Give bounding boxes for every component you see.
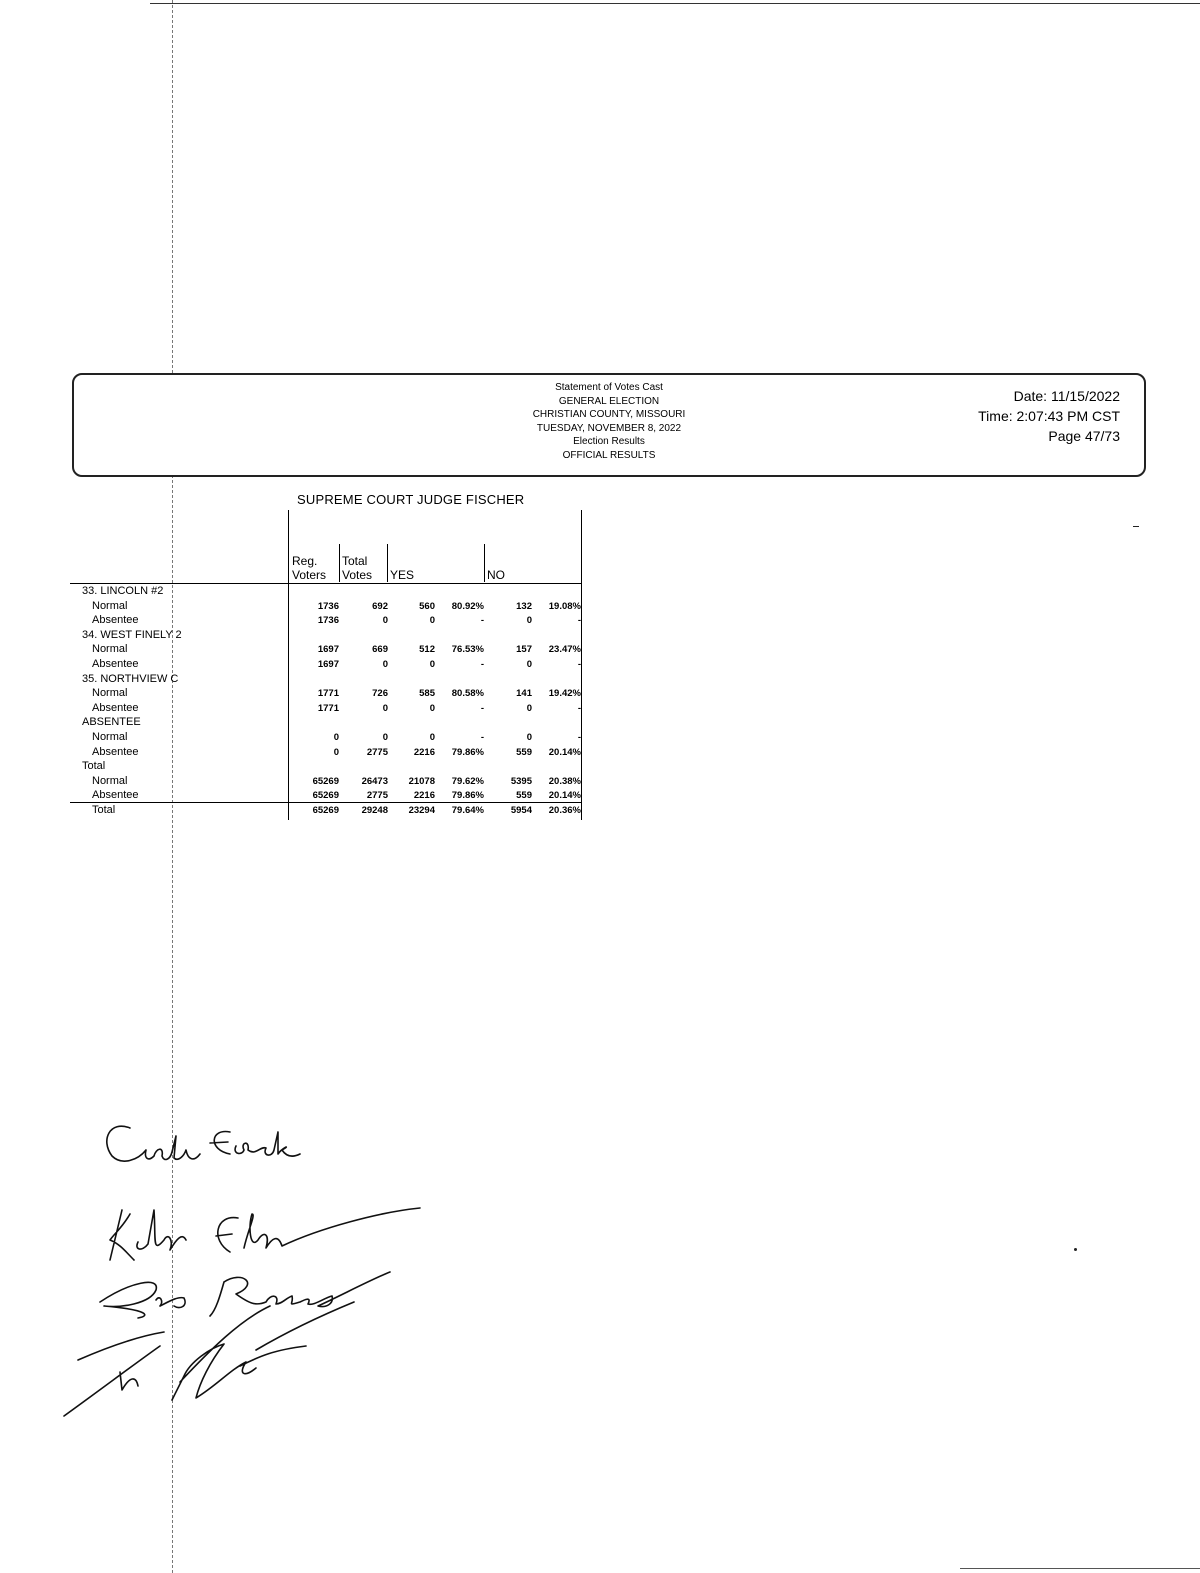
total-votes-cell: 0 bbox=[382, 615, 388, 627]
yes-votes-cell: 0 bbox=[429, 732, 435, 743]
group-row bbox=[70, 673, 582, 688]
yes-percent-cell: 79.86% bbox=[451, 746, 484, 758]
page-number: Page 47/73 bbox=[1048, 428, 1120, 444]
column-divider bbox=[387, 544, 388, 582]
no-votes-cell: 0 bbox=[526, 732, 532, 743]
total-votes-cell: 669 bbox=[372, 644, 388, 656]
reg-voters-cell: 1697 bbox=[317, 644, 339, 656]
header-rule bbox=[70, 583, 582, 584]
reg-voters-cell: 65269 bbox=[312, 775, 339, 787]
yes-votes-cell: 585 bbox=[419, 688, 435, 700]
reg-voters-cell: 1736 bbox=[317, 600, 339, 612]
no-votes-cell: 132 bbox=[516, 600, 532, 612]
no-votes-cell: 559 bbox=[516, 790, 532, 802]
signature-2 bbox=[110, 1208, 420, 1260]
yes-percent-cell: 79.86% bbox=[451, 790, 484, 802]
row-label: Absentee bbox=[92, 701, 139, 714]
row-label: Normal bbox=[92, 599, 128, 612]
total-votes-cell: 2775 bbox=[366, 790, 388, 802]
yes-votes-cell: 2216 bbox=[413, 790, 435, 802]
row-label: Normal bbox=[92, 774, 128, 787]
group-row bbox=[70, 760, 582, 775]
signature-4 bbox=[64, 1302, 354, 1416]
no-votes-cell: 5954 bbox=[510, 805, 532, 816]
margin-mark bbox=[1133, 526, 1139, 527]
total-votes-cell: 0 bbox=[382, 732, 388, 743]
col-no: NO bbox=[487, 568, 505, 582]
row-label: ABSENTEE bbox=[82, 716, 141, 729]
yes-percent-cell: 76.53% bbox=[451, 644, 484, 656]
yes-votes-cell: 23294 bbox=[408, 805, 435, 816]
reg-voters-cell: 1697 bbox=[317, 659, 339, 670]
yes-percent-cell: - bbox=[480, 615, 484, 627]
reg-voters-cell: 1736 bbox=[317, 615, 339, 627]
group-row bbox=[70, 585, 582, 600]
race-title: SUPREME COURT JUDGE FISCHER bbox=[297, 492, 525, 507]
yes-votes-cell: 21078 bbox=[408, 775, 435, 787]
no-votes-cell: 0 bbox=[526, 659, 532, 670]
signature-1 bbox=[107, 1126, 300, 1161]
yes-votes-cell: 0 bbox=[429, 615, 435, 627]
no-percent-cell: 20.38% bbox=[548, 775, 581, 787]
row-label: Absentee bbox=[92, 614, 139, 627]
column-divider bbox=[484, 544, 485, 582]
row-label: Absentee bbox=[92, 658, 139, 670]
no-votes-cell: 141 bbox=[516, 688, 532, 700]
results-table bbox=[70, 510, 582, 822]
total-votes-cell: 0 bbox=[382, 702, 388, 714]
table-row bbox=[70, 775, 582, 790]
row-label: Normal bbox=[92, 643, 128, 656]
table-row bbox=[70, 702, 582, 717]
yes-percent-cell: - bbox=[480, 659, 484, 670]
no-votes-cell: 157 bbox=[516, 644, 532, 656]
yes-votes-cell: 0 bbox=[429, 659, 435, 670]
table-row bbox=[70, 600, 582, 615]
no-votes-cell: 0 bbox=[526, 702, 532, 714]
no-percent-cell: - bbox=[577, 732, 581, 743]
header-line: GENERAL ELECTION bbox=[558, 395, 660, 407]
no-percent-cell: 19.42% bbox=[548, 688, 581, 700]
row-label: Total bbox=[92, 804, 116, 816]
table-row bbox=[70, 804, 582, 819]
top-edge-line bbox=[150, 3, 1200, 4]
total-votes-cell: 2775 bbox=[366, 746, 388, 758]
header-line: Statement of Votes Cast bbox=[555, 382, 663, 393]
row-label: Total bbox=[82, 760, 106, 773]
yes-percent-cell: - bbox=[480, 702, 484, 714]
header-line: CHRISTIAN COUNTY, MISSOURI bbox=[532, 409, 686, 421]
no-percent-cell: 20.14% bbox=[548, 746, 581, 758]
report-time: Time: 2:07:43 PM CST bbox=[978, 408, 1120, 424]
header-line: OFFICIAL RESULTS bbox=[562, 449, 656, 461]
yes-percent-cell: 80.58% bbox=[451, 688, 484, 700]
yes-votes-cell: 2216 bbox=[413, 746, 435, 758]
reg-voters-cell: 65269 bbox=[312, 790, 339, 802]
report-meta bbox=[978, 386, 1120, 446]
no-percent-cell: - bbox=[577, 659, 581, 670]
no-votes-cell: 0 bbox=[526, 615, 532, 627]
no-votes-cell: 559 bbox=[516, 746, 532, 758]
table-row bbox=[70, 746, 582, 761]
row-label: Normal bbox=[92, 731, 128, 743]
yes-percent-cell: - bbox=[480, 732, 484, 743]
signature-3 bbox=[100, 1272, 390, 1318]
no-percent-cell: 20.14% bbox=[548, 790, 581, 802]
yes-percent-cell: 80.92% bbox=[451, 600, 484, 612]
total-votes-cell: 726 bbox=[372, 688, 388, 700]
row-label: 35. NORTHVIEW C bbox=[82, 672, 179, 685]
reg-voters-cell: 65269 bbox=[312, 805, 339, 816]
row-label: Absentee bbox=[92, 745, 139, 758]
col-reg-voters: Reg. Voters bbox=[292, 554, 327, 582]
yes-votes-cell: 560 bbox=[419, 600, 435, 612]
total-votes-cell: 692 bbox=[372, 600, 388, 612]
no-percent-cell: 20.36% bbox=[548, 805, 581, 816]
col-total-votes: Total Votes bbox=[342, 554, 373, 582]
table-row bbox=[70, 731, 582, 746]
column-divider bbox=[339, 544, 340, 582]
yes-percent-cell: 79.64% bbox=[451, 805, 484, 816]
yes-votes-cell: 0 bbox=[429, 702, 435, 714]
group-row bbox=[70, 629, 582, 644]
bottom-edge-line bbox=[960, 1568, 1200, 1569]
table-row bbox=[70, 687, 582, 702]
no-votes-cell: 5395 bbox=[510, 775, 532, 787]
row-label: 33. LINCOLN #2 bbox=[82, 585, 164, 597]
no-percent-cell: 19.08% bbox=[548, 600, 581, 612]
table-row bbox=[70, 789, 582, 804]
table-row bbox=[70, 614, 582, 629]
reg-voters-cell: 1771 bbox=[317, 702, 339, 714]
row-label: 34. WEST FINELY 2 bbox=[82, 628, 182, 641]
yes-percent-cell: 79.62% bbox=[451, 775, 484, 787]
stray-mark bbox=[1074, 1248, 1077, 1251]
total-votes-cell: 29248 bbox=[361, 805, 388, 816]
signatures bbox=[60, 1110, 440, 1430]
group-row bbox=[70, 716, 582, 731]
row-label: Normal bbox=[92, 687, 128, 700]
table-row bbox=[70, 658, 582, 673]
header-line: TUESDAY, NOVEMBER 8, 2022 bbox=[536, 422, 682, 434]
col-yes: YES bbox=[390, 568, 415, 582]
total-votes-cell: 0 bbox=[382, 659, 388, 670]
report-date: Date: 11/15/2022 bbox=[1013, 388, 1120, 404]
no-percent-cell: 23.47% bbox=[548, 644, 581, 656]
reg-voters-cell: 0 bbox=[333, 732, 339, 743]
report-header bbox=[72, 373, 1146, 477]
header-line: Election Results bbox=[573, 436, 645, 448]
total-votes-cell: 26473 bbox=[361, 775, 388, 787]
table-row bbox=[70, 643, 582, 658]
no-percent-cell: - bbox=[577, 615, 581, 627]
no-percent-cell: - bbox=[577, 702, 581, 714]
reg-voters-cell: 1771 bbox=[317, 688, 339, 700]
row-label: Absentee bbox=[92, 789, 139, 802]
reg-voters-cell: 0 bbox=[333, 746, 339, 758]
yes-votes-cell: 512 bbox=[419, 644, 435, 656]
